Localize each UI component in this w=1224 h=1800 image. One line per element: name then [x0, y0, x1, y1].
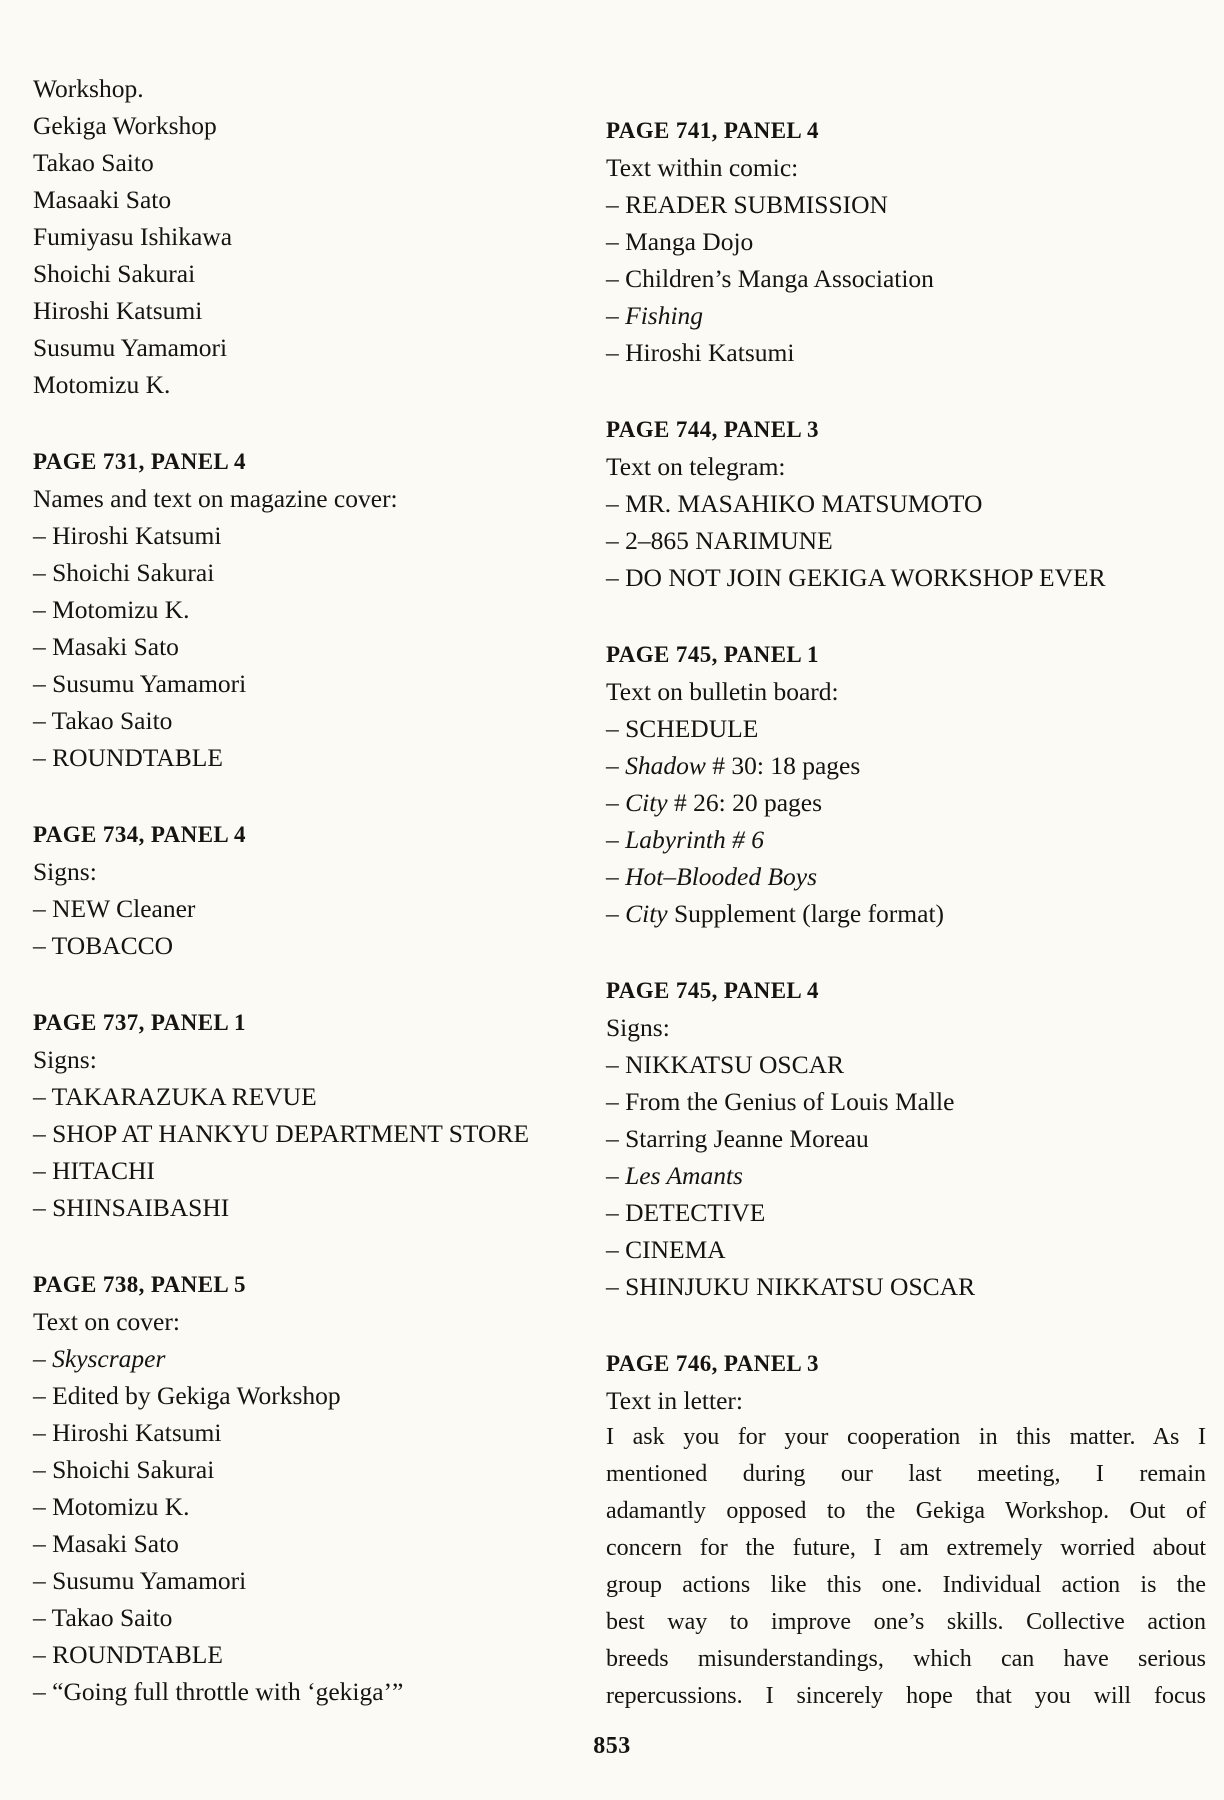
text-segment: SCHEDULE	[625, 714, 759, 743]
list-dash: –	[33, 1640, 53, 1669]
text-segment: ROUNDTABLE	[52, 743, 223, 772]
section-heading: PAGE 738, PANEL 5	[33, 1272, 246, 1297]
text-segment: 2–865 NARIMUNE	[625, 526, 833, 555]
text-segment: NIKKATSU OSCAR	[625, 1050, 845, 1079]
list-item	[606, 1120, 1206, 1157]
list-dash: –	[606, 899, 626, 928]
list-dash: –	[606, 264, 626, 293]
list-item	[606, 1046, 1206, 1083]
text-segment: READER SUBMISSION	[625, 190, 888, 219]
list-dash: –	[606, 338, 626, 367]
text-segment: From the Genius of Louis Malle	[625, 1087, 955, 1116]
list-item	[606, 260, 1206, 297]
text-segment: Susumu Yamamori	[52, 669, 247, 698]
continuation-line: Takao Saito	[33, 148, 154, 177]
section-heading: PAGE 737, PANEL 1	[33, 1010, 246, 1035]
text-segment: Hiroshi Katsumi	[52, 1418, 222, 1447]
list-item	[33, 1189, 553, 1226]
list-item	[33, 702, 553, 739]
list-item	[606, 522, 1206, 559]
list-dash: –	[606, 1161, 626, 1190]
letter-paragraph-line: I ask you for your cooperation in this matter. As I	[606, 1424, 1206, 1450]
list-item	[33, 665, 553, 702]
continuation-line: Workshop.	[33, 74, 144, 103]
list-item	[606, 1083, 1206, 1120]
list-dash: –	[606, 1124, 626, 1153]
text-segment: # 30: 18 pages	[705, 751, 861, 780]
list-item	[606, 1194, 1206, 1231]
list-item	[606, 186, 1206, 223]
left-column	[33, 70, 553, 1710]
list-item	[606, 821, 1206, 858]
continuation-line: Masaaki Sato	[33, 185, 172, 214]
list-item	[606, 485, 1206, 522]
list-item	[33, 1115, 553, 1152]
text-segment: DO NOT JOIN GEKIGA WORKSHOP EVER	[625, 563, 1106, 592]
page-number: 853	[593, 1733, 631, 1759]
list-item	[33, 1525, 553, 1562]
italic-text: City	[625, 899, 668, 928]
list-item	[33, 628, 553, 665]
list-item	[33, 1636, 553, 1673]
list-item	[606, 858, 1206, 895]
text-segment: Supplement (large format)	[667, 899, 945, 928]
italic-text: Skyscraper	[52, 1344, 166, 1373]
note-section	[33, 816, 553, 964]
list-dash: –	[33, 1418, 53, 1447]
list-item	[606, 297, 1206, 334]
continuation-line: Fumiyasu Ishikawa	[33, 222, 233, 251]
text-segment: SHINJUKU NIKKATSU OSCAR	[625, 1272, 976, 1301]
list-dash: –	[33, 1381, 53, 1410]
text-segment: TOBACCO	[51, 931, 174, 960]
section-heading: PAGE 745, PANEL 1	[606, 642, 819, 667]
continuation-line: Gekiga Workshop	[33, 111, 217, 140]
text-segment: NEW Cleaner	[52, 894, 196, 923]
text-segment: Edited by Gekiga Workshop	[52, 1381, 341, 1410]
section-heading: PAGE 745, PANEL 4	[606, 978, 819, 1003]
section-heading: PAGE 744, PANEL 3	[606, 417, 819, 442]
list-dash: –	[33, 632, 53, 661]
text-segment: Takao Saito	[51, 1603, 173, 1632]
list-item	[606, 334, 1206, 371]
list-dash: –	[33, 1193, 53, 1222]
list-dash: –	[606, 301, 626, 330]
continuation-line: Shoichi Sakurai	[33, 259, 196, 288]
text-segment: TAKARAZUKA REVUE	[51, 1082, 317, 1111]
list-dash: –	[606, 751, 626, 780]
note-section	[33, 1266, 553, 1710]
list-item	[33, 927, 553, 964]
text-segment: Masaki Sato	[52, 1529, 179, 1558]
list-item	[33, 1340, 553, 1377]
text-segment: Shoichi Sakurai	[52, 1455, 215, 1484]
section-heading: PAGE 741, PANEL 4	[606, 118, 819, 143]
list-dash: –	[33, 931, 52, 960]
text-segment: # 26: 20 pages	[667, 788, 823, 817]
text-segment: Hiroshi Katsumi	[52, 521, 222, 550]
list-dash: –	[33, 1119, 53, 1148]
note-section	[606, 1345, 1206, 1715]
list-item	[33, 1451, 553, 1488]
list-item	[33, 890, 553, 927]
text-segment: DETECTIVE	[625, 1198, 766, 1227]
italic-text: Les Amants	[625, 1161, 743, 1190]
section-heading: PAGE 734, PANEL 4	[33, 822, 246, 847]
text-segment: SHINSAIBASHI	[52, 1193, 230, 1222]
section-heading: PAGE 746, PANEL 3	[606, 1351, 819, 1376]
list-item	[606, 559, 1206, 596]
list-dash: –	[33, 558, 53, 587]
list-item	[33, 1488, 553, 1525]
italic-text: Labyrinth # 6	[625, 825, 764, 854]
list-item	[33, 1414, 553, 1451]
list-dash: –	[606, 862, 626, 891]
text-segment: Takao Saito	[51, 706, 173, 735]
section-intro: Text on bulletin board:	[606, 677, 839, 706]
list-item	[606, 1268, 1206, 1305]
letter-paragraph-line: mentioned during our last meeting, I remain	[606, 1461, 1206, 1487]
list-item	[33, 1152, 553, 1189]
list-item	[606, 223, 1206, 260]
list-dash: –	[33, 669, 53, 698]
list-item	[33, 591, 553, 628]
list-dash: –	[606, 190, 626, 219]
list-dash: –	[606, 1198, 626, 1227]
list-dash: –	[606, 227, 626, 256]
list-item	[606, 784, 1206, 821]
letter-paragraph-line: concern for the future, I am extremely worried about	[606, 1535, 1206, 1561]
list-dash: –	[33, 743, 53, 772]
section-intro: Signs:	[33, 1045, 97, 1074]
list-dash: –	[606, 788, 626, 817]
text-segment: HITACHI	[52, 1156, 155, 1185]
section-intro: Names and text on magazine cover:	[33, 484, 398, 513]
list-item	[33, 739, 553, 776]
right-column	[606, 70, 1206, 1715]
note-section	[606, 411, 1206, 596]
section-heading: PAGE 731, PANEL 4	[33, 449, 246, 474]
list-dash: –	[606, 825, 626, 854]
list-dash: –	[33, 706, 52, 735]
italic-text: City	[625, 788, 668, 817]
continuation-line: Hiroshi Katsumi	[33, 296, 203, 325]
section-intro: Text within comic:	[606, 153, 799, 182]
text-segment: CINEMA	[625, 1235, 726, 1264]
note-section	[33, 443, 553, 776]
text-segment: Motomizu K.	[52, 595, 190, 624]
list-item	[33, 1377, 553, 1414]
list-dash: –	[33, 1529, 53, 1558]
list-dash: –	[33, 1566, 53, 1595]
continuation-line: Susumu Yamamori	[33, 333, 228, 362]
section-intro: Signs:	[606, 1013, 670, 1042]
list-dash: –	[606, 1087, 626, 1116]
list-item	[33, 554, 553, 591]
letter-paragraph-line: best way to improve one’s skills. Collective action	[606, 1609, 1206, 1635]
list-item	[606, 1231, 1206, 1268]
text-segment: Susumu Yamamori	[52, 1566, 247, 1595]
list-item	[33, 1599, 553, 1636]
list-dash: –	[606, 489, 626, 518]
letter-paragraph-line: repercussions. I sincerely hope that you will focus	[606, 1683, 1206, 1709]
text-segment: Masaki Sato	[52, 632, 179, 661]
section-intro: Signs:	[33, 857, 97, 886]
list-dash: –	[33, 1082, 52, 1111]
list-item	[33, 1673, 553, 1710]
note-section	[606, 112, 1206, 371]
italic-text: Shadow	[625, 751, 706, 780]
section-intro: Text on cover:	[33, 1307, 180, 1336]
text-segment: Shoichi Sakurai	[52, 558, 215, 587]
list-item	[606, 747, 1206, 784]
text-segment: Hiroshi Katsumi	[625, 338, 795, 367]
list-item	[33, 1562, 553, 1599]
continuation-line: Motomizu K.	[33, 370, 171, 399]
italic-text: Hot–Blooded Boys	[625, 862, 818, 891]
section-intro: Text on telegram:	[606, 452, 786, 481]
text-segment: Children’s Manga Association	[625, 264, 934, 293]
list-item	[606, 895, 1206, 932]
list-item	[33, 1078, 553, 1115]
list-dash: –	[606, 714, 626, 743]
section-intro: Text in letter:	[606, 1386, 744, 1415]
letter-paragraph-line: group actions like this one. Individual action is the	[606, 1572, 1206, 1598]
note-section	[33, 1004, 553, 1226]
list-item	[33, 517, 553, 554]
text-segment: ROUNDTABLE	[52, 1640, 223, 1669]
list-dash: –	[606, 526, 626, 555]
list-dash: –	[606, 1235, 626, 1264]
italic-text: Fishing	[625, 301, 704, 330]
list-dash: –	[33, 1603, 52, 1632]
list-dash: –	[606, 1050, 626, 1079]
list-dash: –	[33, 1344, 53, 1373]
text-segment: Starring Jeanne Moreau	[625, 1124, 869, 1153]
note-section	[606, 972, 1206, 1305]
list-dash: –	[33, 1455, 53, 1484]
text-segment: SHOP AT HANKYU DEPARTMENT STORE	[52, 1119, 530, 1148]
list-dash: –	[606, 563, 626, 592]
text-segment: “Going full throttle with ‘gekiga’”	[52, 1677, 404, 1706]
list-item	[606, 1157, 1206, 1194]
letter-paragraph-line: adamantly opposed to the Gekiga Workshop. Out of	[606, 1498, 1206, 1524]
note-section	[606, 636, 1206, 932]
list-dash: –	[33, 595, 53, 624]
text-segment: Manga Dojo	[625, 227, 754, 256]
list-dash: –	[606, 1272, 626, 1301]
list-dash: –	[33, 894, 53, 923]
text-segment: MR. MASAHIKO MATSUMOTO	[625, 489, 983, 518]
list-dash: –	[33, 1492, 53, 1521]
list-dash: –	[33, 1677, 53, 1706]
list-item	[606, 710, 1206, 747]
list-dash: –	[33, 521, 53, 550]
list-dash: –	[33, 1156, 53, 1185]
text-segment: Motomizu K.	[52, 1492, 190, 1521]
letter-paragraph-line: breeds misunderstandings, which can have serious	[606, 1646, 1206, 1672]
